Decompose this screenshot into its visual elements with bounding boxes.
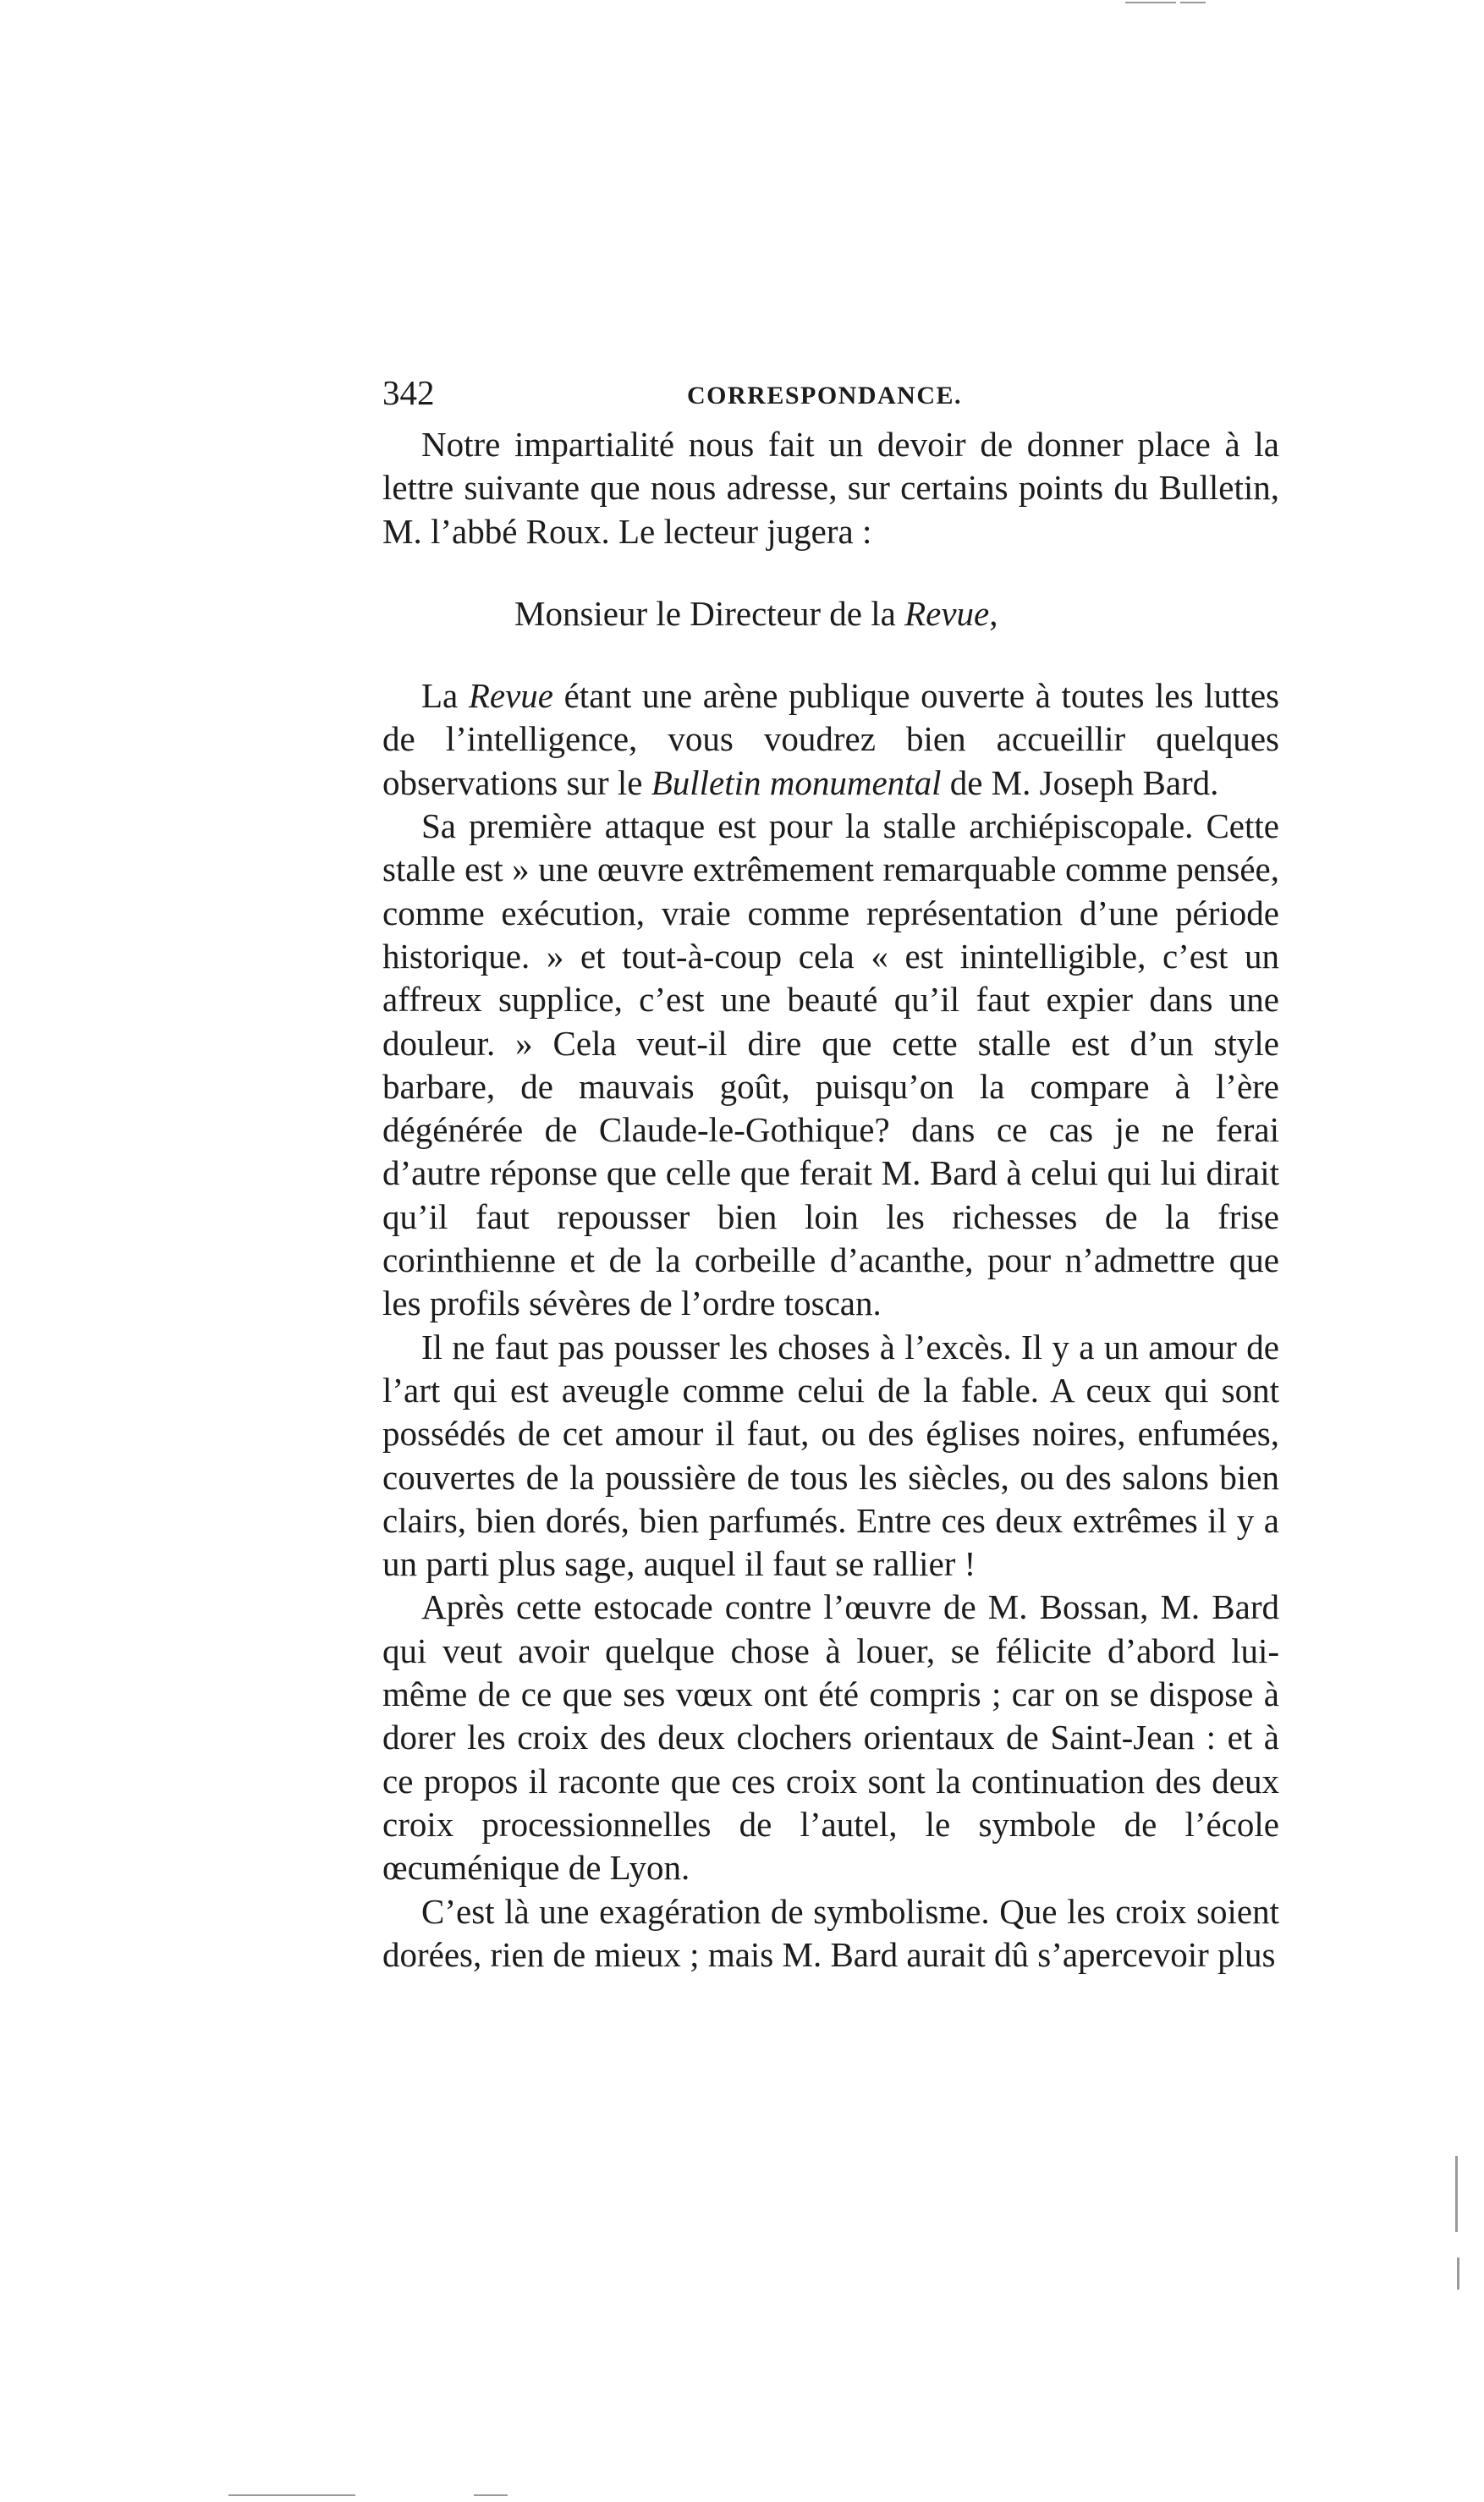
page-header (382, 367, 1279, 418)
page-number: 342 (382, 373, 435, 412)
scan-edge-line (1457, 2257, 1459, 2290)
letter-paragraph-2: Sa première attaque est pour la stalle archiépiscopale. Cette stalle est » une œuvre extrêmement remarquable comme pensée, comme exécution, vraie comme représentation d’une période historique. » et tout-à-coup cela « est inintelligible, c’est un affreux supplice, c’est une beauté qu’il faut expier dans une douleur. » Cela veut-il dire que cette stalle est d’un style barbare, de mauvais goût, puisqu’on la compare à l’ère dégénérée de Claude-le-Gothique? dans ce cas je ne ferai d’autre réponse que celle que ferait M. Bard à celui qui lui dirait qu’il faut repousser bien loin les richesses de la frise corinthienne et de la corbeille d’acanthe, pour n’admettre que les profils sévères de l’ordre toscan. (382, 806, 1279, 1323)
salutation-journal-title: Revue (904, 593, 990, 633)
letter-paragraph-5: C’est là une exagération de symbolisme. Que les croix soient dorées, rien de mieux ; mais M. Bard aurait dû s’apercevoir plus (382, 1891, 1279, 1974)
intro-paragraph: Notre impartialité nous fait un devoir de donner place à la lettre suivante que nous adresse, sur certains points du Bulletin, M. l’abbé Roux. Le lecteur jugera : (382, 425, 1279, 551)
letter-paragraph-1 (382, 674, 1279, 805)
p1-journal-title: Revue (468, 676, 553, 716)
scan-edge-line (1125, 2, 1176, 3)
running-head: CORRESPONDANCE. (687, 382, 963, 410)
p1-end: de M. Joseph Bard. (941, 762, 1219, 802)
scan-edge-line (228, 2494, 355, 2496)
salutation-punctuation: , (989, 593, 998, 633)
p1-middle: étant une arène publique ouverte à toutes les luttes de l’intelligence, vous voudrez bien accueillir quelques observations sur le (382, 676, 1280, 802)
scan-edge-line (474, 2494, 508, 2496)
p1-bulletin-title: Bulletin monumental (651, 762, 942, 802)
body-text (382, 423, 1279, 1977)
scan-edge-line (1180, 2, 1206, 3)
letter-paragraph-3: Il ne faut pas pousser les choses à l’excès. Il y a un amour de l’art qui est aveugle comme celui de la fable. A ceux qui sont possédés de cet amour il faut, ou des églises noires, enfumées, couvertes de la poussière de tous les siècles, ou des salons bien clairs, bien dorés, bien parfumés. Entre ces deux extrêmes il y a un parti plus sage, auquel il faut se rallier ! (382, 1327, 1279, 1584)
letter-salutation (382, 592, 1279, 635)
scan-edge-line (1455, 2156, 1458, 2232)
p1-start: La (421, 676, 469, 716)
letter-paragraph-4: Après cette estocade contre l’œuvre de M. Bossan, M. Bard qui veut avoir quelque chose à louer, se félicite d’abord lui-même de ce que ses vœux ont été compris ; car on se dispose à dorer les croix des deux clochers orientaux de Saint-Jean : et à ce propos il raconte que ces croix sont la continuation des deux croix processionnelles de l’autel, le symbole de l’école œcuménique de Lyon. (382, 1587, 1279, 1888)
salutation-text: Monsieur le Directeur de la (514, 593, 905, 633)
